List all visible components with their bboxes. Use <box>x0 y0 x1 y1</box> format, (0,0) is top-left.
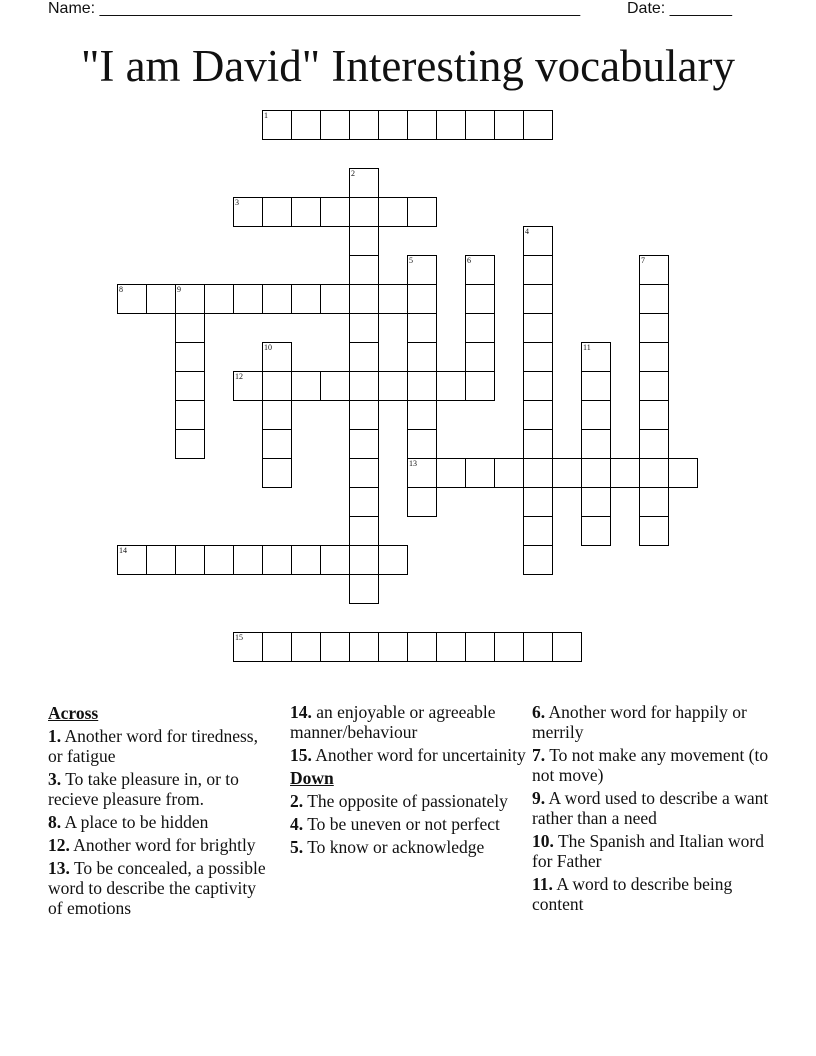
grid-cell[interactable] <box>291 197 321 227</box>
puzzle-title: "I am David" Interesting vocabulary <box>80 41 736 91</box>
grid-cell[interactable] <box>581 429 611 459</box>
across-heading: Across <box>48 703 99 723</box>
grid-cell[interactable] <box>262 458 292 488</box>
clue-number-label: 1. <box>48 726 62 746</box>
grid-cell[interactable] <box>291 545 321 575</box>
clue-text: A word used to describe a want rather than a need <box>532 788 769 828</box>
grid-cell[interactable] <box>436 371 466 401</box>
clue-item <box>48 726 274 766</box>
grid-cell[interactable] <box>523 632 553 662</box>
clue-item <box>48 812 274 832</box>
grid-cell[interactable] <box>349 110 379 140</box>
clue-item <box>48 858 274 918</box>
grid-cell[interactable] <box>494 458 524 488</box>
clue-number: 12 <box>235 372 243 381</box>
grid-cell[interactable] <box>523 516 553 546</box>
grid-cell[interactable] <box>407 110 437 140</box>
grid-cell[interactable] <box>349 400 379 430</box>
clue-number: 14 <box>119 546 127 555</box>
grid-cell[interactable] <box>610 458 640 488</box>
grid-cell[interactable] <box>349 487 379 517</box>
grid-cell[interactable] <box>262 400 292 430</box>
grid-cell[interactable] <box>349 632 379 662</box>
grid-cell[interactable] <box>349 342 379 372</box>
grid-cell[interactable] <box>523 226 553 256</box>
grid-cell[interactable] <box>175 545 205 575</box>
grid-cell[interactable] <box>378 197 408 227</box>
grid-cell[interactable] <box>407 197 437 227</box>
clue-text: To take pleasure in, or to recieve pleasure from. <box>48 769 239 809</box>
clue-number-label: 10. <box>532 831 554 851</box>
grid-cell[interactable] <box>436 632 466 662</box>
grid-cell[interactable] <box>523 429 553 459</box>
grid-cell[interactable] <box>639 313 669 343</box>
grid-cell[interactable] <box>233 545 263 575</box>
grid-cell[interactable] <box>146 545 176 575</box>
grid-cell[interactable] <box>349 284 379 314</box>
grid-cell[interactable] <box>320 632 350 662</box>
grid-cell[interactable] <box>117 545 147 575</box>
clue-number-label: 9. <box>532 788 546 808</box>
clue-number: 1 <box>264 111 268 120</box>
clue-text: Another word for uncertainity <box>315 745 526 765</box>
grid-cell[interactable] <box>349 255 379 285</box>
grid-cell[interactable] <box>262 110 292 140</box>
clue-item <box>532 874 772 914</box>
grid-cell[interactable] <box>523 487 553 517</box>
grid-cell[interactable] <box>349 313 379 343</box>
grid-cell[interactable] <box>465 632 495 662</box>
clue-number: 9 <box>177 285 181 294</box>
grid-cell[interactable] <box>639 255 669 285</box>
grid-cell[interactable] <box>378 371 408 401</box>
clue-text: To know or acknowledge <box>307 837 485 857</box>
grid-cell[interactable] <box>262 197 292 227</box>
grid-cell[interactable] <box>581 458 611 488</box>
clue-number: 3 <box>235 198 239 207</box>
clue-item <box>532 745 772 785</box>
grid-cell[interactable] <box>175 400 205 430</box>
grid-cell[interactable] <box>320 545 350 575</box>
grid-cell[interactable] <box>668 458 698 488</box>
grid-cell[interactable] <box>639 371 669 401</box>
clue-text: an enjoyable or agreeable manner/behaviour <box>290 702 496 742</box>
grid-cell[interactable] <box>117 284 147 314</box>
clue-text: The opposite of passionately <box>307 791 508 811</box>
grid-cell[interactable] <box>378 545 408 575</box>
grid-cell[interactable] <box>175 342 205 372</box>
grid-cell[interactable] <box>465 284 495 314</box>
grid-cell[interactable] <box>407 342 437 372</box>
clue-number-label: 14. <box>290 702 312 722</box>
clue-text: To not make any movement (to not move) <box>532 745 769 785</box>
grid-cell[interactable] <box>320 284 350 314</box>
grid-cell[interactable] <box>465 110 495 140</box>
grid-cell[interactable] <box>262 342 292 372</box>
grid-cell[interactable] <box>407 429 437 459</box>
grid-cell[interactable] <box>465 342 495 372</box>
grid-cell[interactable] <box>349 197 379 227</box>
grid-cell[interactable] <box>262 429 292 459</box>
date-field[interactable]: Date: _______ <box>627 0 732 17</box>
grid-cell[interactable] <box>233 197 263 227</box>
grid-cell[interactable] <box>349 371 379 401</box>
grid-cell[interactable] <box>639 284 669 314</box>
grid-cell[interactable] <box>407 313 437 343</box>
clue-text: To be uneven or not perfect <box>307 814 500 834</box>
grid-cell[interactable] <box>581 487 611 517</box>
grid-cell[interactable] <box>523 458 553 488</box>
clue-text: The Spanish and Italian word for Father <box>532 831 764 871</box>
grid-cell[interactable] <box>349 429 379 459</box>
grid-cell[interactable] <box>320 371 350 401</box>
grid-cell[interactable] <box>407 371 437 401</box>
clue-item <box>48 769 274 809</box>
grid-cell[interactable] <box>378 632 408 662</box>
clue-item <box>290 791 526 811</box>
grid-cell[interactable] <box>581 342 611 372</box>
grid-cell[interactable] <box>320 197 350 227</box>
grid-cell[interactable] <box>494 632 524 662</box>
grid-cell[interactable] <box>291 284 321 314</box>
grid-cell[interactable] <box>175 371 205 401</box>
grid-cell[interactable] <box>378 110 408 140</box>
grid-cell[interactable] <box>523 284 553 314</box>
grid-cell[interactable] <box>262 371 292 401</box>
grid-cell[interactable] <box>581 371 611 401</box>
clue-number-label: 12. <box>48 835 70 855</box>
grid-cell[interactable] <box>523 400 553 430</box>
clue-number-label: 7. <box>532 745 546 765</box>
grid-cell[interactable] <box>291 110 321 140</box>
grid-cell[interactable] <box>175 284 205 314</box>
grid-cell[interactable] <box>639 429 669 459</box>
clue-number-label: 15. <box>290 745 312 765</box>
name-field[interactable]: Name: ______________________________________________________ <box>48 0 581 17</box>
clue-text: A word to describe being content <box>532 874 733 914</box>
clue-number: 10 <box>264 343 272 352</box>
clue-number: 2 <box>351 169 355 178</box>
grid-cell[interactable] <box>407 632 437 662</box>
grid-cell[interactable] <box>233 632 263 662</box>
clue-number: 6 <box>467 256 471 265</box>
clue-number-label: 8. <box>48 812 62 832</box>
grid-cell[interactable] <box>523 313 553 343</box>
grid-cell[interactable] <box>639 487 669 517</box>
grid-cell[interactable] <box>262 284 292 314</box>
clue-number-label: 13. <box>48 858 70 878</box>
grid-cell[interactable] <box>523 342 553 372</box>
clue-number-label: 2. <box>290 791 304 811</box>
clues-column-1 <box>48 702 274 921</box>
grid-cell[interactable] <box>436 110 466 140</box>
down-heading: Down <box>290 768 334 788</box>
grid-cell[interactable] <box>291 371 321 401</box>
grid-cell[interactable] <box>552 458 582 488</box>
grid-cell[interactable] <box>204 545 234 575</box>
grid-cell[interactable] <box>523 110 553 140</box>
clue-item <box>290 837 526 857</box>
grid-cell[interactable] <box>349 516 379 546</box>
clue-text: To be concealed, a possible word to describe the captivity of emotions <box>48 858 266 918</box>
clue-item <box>48 835 274 855</box>
clue-text: Another word for happily or merrily <box>532 702 747 742</box>
clues-column-3 <box>532 702 772 917</box>
grid-cell[interactable] <box>407 458 437 488</box>
grid-cell[interactable] <box>262 545 292 575</box>
grid-cell[interactable] <box>523 545 553 575</box>
grid-cell[interactable] <box>320 110 350 140</box>
grid-cell[interactable] <box>407 400 437 430</box>
grid-cell[interactable] <box>581 516 611 546</box>
clue-item <box>532 702 772 742</box>
clue-text: A place to be hidden <box>64 812 209 832</box>
clue-item <box>290 702 526 742</box>
grid-cell[interactable] <box>639 400 669 430</box>
grid-cell[interactable] <box>523 255 553 285</box>
grid-cell[interactable] <box>378 284 408 314</box>
grid-cell[interactable] <box>349 545 379 575</box>
grid-cell[interactable] <box>407 255 437 285</box>
clue-number-label: 6. <box>532 702 546 722</box>
clue-number: 8 <box>119 285 123 294</box>
grid-cell[interactable] <box>175 429 205 459</box>
clue-item <box>290 745 526 765</box>
grid-cell[interactable] <box>349 168 379 198</box>
grid-cell[interactable] <box>291 632 321 662</box>
grid-cell[interactable] <box>349 574 379 604</box>
grid-cell[interactable] <box>552 632 582 662</box>
grid-cell[interactable] <box>465 313 495 343</box>
grid-cell[interactable] <box>175 313 205 343</box>
clue-number-label: 11. <box>532 874 553 894</box>
grid-cell[interactable] <box>262 632 292 662</box>
grid-cell[interactable] <box>204 284 234 314</box>
clue-number-label: 3. <box>48 769 62 789</box>
grid-cell[interactable] <box>349 226 379 256</box>
clue-number: 15 <box>235 633 243 642</box>
grid-cell[interactable] <box>581 400 611 430</box>
grid-cell[interactable] <box>349 458 379 488</box>
grid-cell[interactable] <box>639 516 669 546</box>
grid-cell[interactable] <box>465 255 495 285</box>
clue-number-label: 5. <box>290 837 304 857</box>
clue-number: 5 <box>409 256 413 265</box>
clue-text: Another word for tiredness, or fatigue <box>48 726 258 766</box>
clue-number: 13 <box>409 459 417 468</box>
grid-cell[interactable] <box>233 284 263 314</box>
clue-number: 11 <box>583 343 591 352</box>
clue-text: Another word for brightly <box>73 835 256 855</box>
clue-item <box>532 831 772 871</box>
grid-cell[interactable] <box>465 458 495 488</box>
grid-cell[interactable] <box>639 342 669 372</box>
grid-cell[interactable] <box>233 371 263 401</box>
clue-number: 7 <box>641 256 645 265</box>
grid-cell[interactable] <box>407 284 437 314</box>
grid-cell[interactable] <box>494 110 524 140</box>
grid-cell[interactable] <box>465 371 495 401</box>
grid-cell[interactable] <box>523 371 553 401</box>
grid-cell[interactable] <box>407 487 437 517</box>
clue-number-label: 4. <box>290 814 304 834</box>
clue-item <box>290 814 526 834</box>
clues-column-2 <box>290 702 526 860</box>
grid-cell[interactable] <box>146 284 176 314</box>
clue-item <box>532 788 772 828</box>
grid-cell[interactable] <box>436 458 466 488</box>
grid-cell[interactable] <box>639 458 669 488</box>
clue-number: 4 <box>525 227 529 236</box>
